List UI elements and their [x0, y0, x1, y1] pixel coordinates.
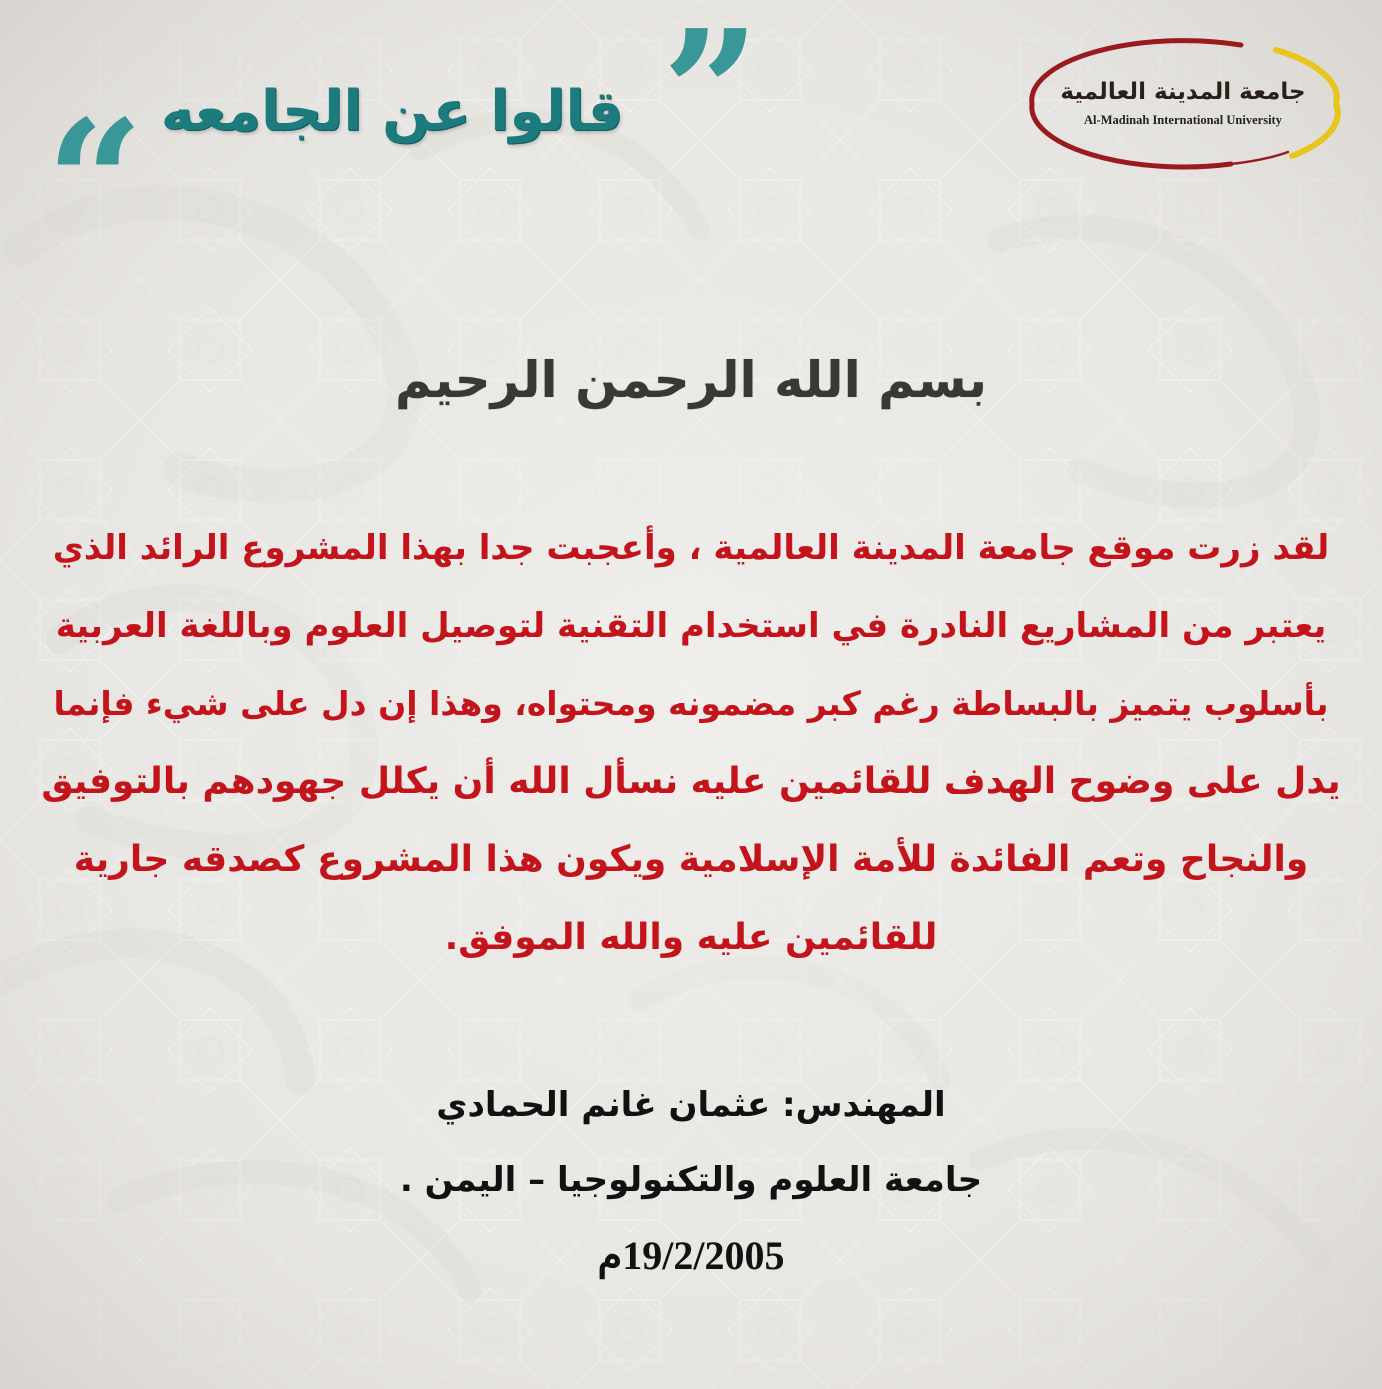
- testimonial-line: لقد زرت موقع جامعة المدينة العالمية ، وأعجبت جدا بهذا المشروع الرائد الذي: [52, 528, 1330, 568]
- testimonial-line: بأسلوب يتميز بالبساطة رغم كبر مضمونه ومحتواه، وهذا إن دل على شيء فإنما: [53, 684, 1329, 723]
- testimonial-line: والنجاح وتعم الفائدة للأمة الإسلامية ويكون هذا المشروع كصدقه جارية: [73, 839, 1309, 880]
- basmala: بسم الله الرحمن الرحيم: [395, 351, 987, 409]
- testimonial-line: يدل على وضوح الهدف للقائمين عليه نسأل الله أن يكلل جهودهم بالتوفيق: [41, 761, 1341, 802]
- logo-name-arabic: جامعة المدينة العالمية: [1060, 79, 1306, 105]
- logo-name-english: Al-Madinah International University: [1084, 113, 1282, 127]
- quote-mark-open-icon: “: [46, 83, 144, 283]
- testimonial-line: يعتبر من المشاريع النادرة في استخدام التقنية لتوصيل العلوم وباللغة العربية: [55, 606, 1327, 646]
- page-title: قالوا عن الجامعه: [160, 79, 624, 144]
- signature-name: المهندس: عثمان غانم الحمادي: [436, 1085, 946, 1125]
- signature-block: [191, 1068, 1191, 1293]
- signature-affiliation: جامعة العلوم والتكنولوجيا – اليمن .: [399, 1160, 983, 1200]
- signature-date: 19/2/2005م: [597, 1233, 785, 1278]
- quote-mark-close-icon: ”: [662, 0, 760, 193]
- testimonial-text: [40, 509, 1342, 977]
- testimonial-line: للقائمين عليه والله الموفق.: [444, 917, 938, 958]
